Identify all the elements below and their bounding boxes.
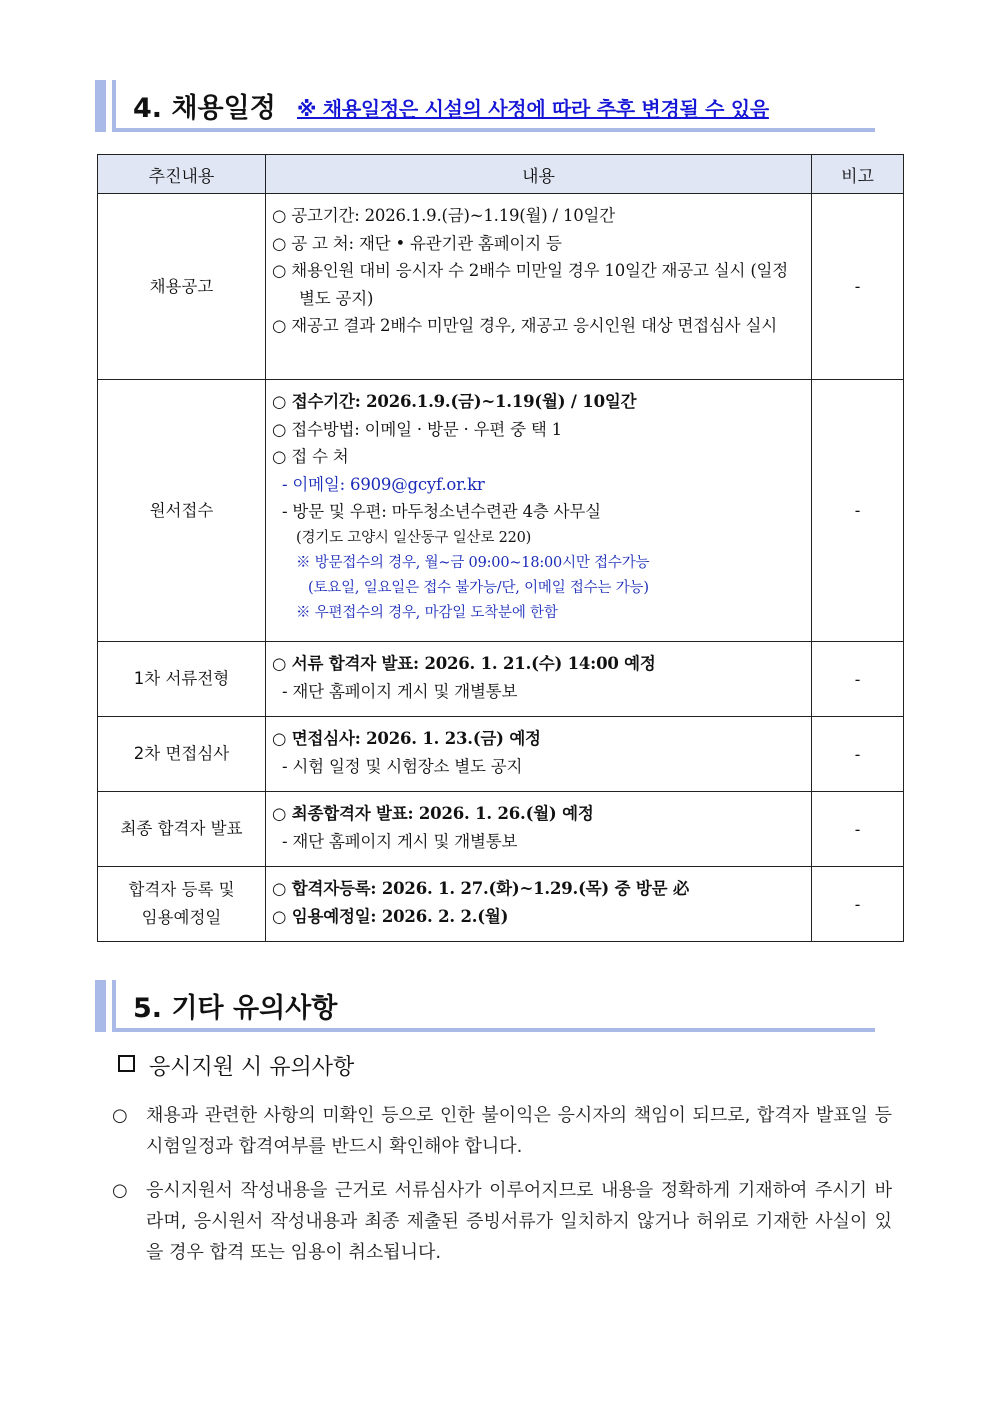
- stage-cell: 1차 서류전형: [98, 642, 266, 717]
- header-accent-bar: [95, 980, 106, 1032]
- column-header-stage: 추진내용: [98, 155, 266, 194]
- content-line: ○ 공고기간: 2026.1.9.(금)~1.19(월) / 10일간: [272, 206, 616, 225]
- stage-line: 합격자 등록 및: [128, 880, 235, 899]
- notice-text: 채용과 관련한 사항의 미확인 등으로 인한 불이익은 응시자의 책임이 되므로, 합격자 발표일 등 시험일정과 합격여부를 반드시 확인해야 합니다.: [146, 1105, 892, 1157]
- content-line: ○ 접수방법: 이메일 · 방문 · 우편 중 택 1: [272, 419, 562, 439]
- header-accent-bar-thin: [112, 980, 116, 1032]
- table-header-row: [98, 155, 904, 194]
- content-line: ○ 접수기간: 2026.1.9.(금)~1.19(월) / 10일간: [272, 392, 637, 411]
- content-line: - 재단 홈페이지 게시 및 개별통보: [282, 831, 518, 851]
- note-cell: -: [812, 792, 904, 867]
- table-row: [98, 792, 904, 867]
- content-line: ○ 접 수 처: [272, 447, 349, 466]
- content-line: - 방문 및 우편: 마두청소년수련관 4층 사무실: [282, 502, 601, 521]
- note-cell: -: [812, 194, 904, 380]
- stage-cell: 2차 면접심사: [98, 717, 266, 792]
- notice-item: [112, 1175, 892, 1268]
- content-line: ※ 우편접수의 경우, 마감일 도착분에 한함: [296, 604, 558, 621]
- schedule-change-note: ※ 채용일정은 시설의 사정에 따라 추후 변경될 수 있음: [297, 97, 769, 121]
- content-line: (경기도 고양시 일산동구 일산로 220): [296, 529, 532, 546]
- table-row: [98, 717, 904, 792]
- section-5-header: [95, 980, 875, 1032]
- content-line: ※ 방문접수의 경우, 월~금 09:00~18:00시만 접수가능: [296, 554, 650, 571]
- notice-text: 응시지원서 작성내용을 근거로 서류심사가 이루어지므로 내용을 정확하게 기재하여 주시기 바라며, 응시원서 작성내용과 최종 제출된 증빙서류가 일치하지 않거나 허위로 기재한 사실이 있을 경우 합격 또는 임용이 취소됩니다.: [146, 1180, 892, 1263]
- content-line: ○ 채용인원 대비 응시자 수 2배수 미만일 경우 10일간 재공고 실시 (일정 별도 공지): [272, 261, 789, 308]
- content-cell: [266, 717, 812, 792]
- table-row: [98, 194, 904, 380]
- content-line: (토요일, 일요일은 접수 불가능/단, 이메일 접수는 가능): [308, 579, 649, 596]
- content-line: ○ 공 고 처: 재단 • 유관기관 홈페이지 등: [272, 233, 562, 253]
- content-line: ○ 재공고 결과 2배수 미만일 경우, 재공고 응시인원 대상 면접심사 실시: [272, 316, 777, 335]
- note-cell: -: [812, 867, 904, 942]
- header-underline: [116, 128, 875, 132]
- content-line: ○ 합격자등록: 2026. 1. 27.(화)~1.29.(목) 중 방문 必: [272, 879, 690, 898]
- column-header-content: 내용: [266, 155, 812, 194]
- section-title: 5. 기타 유의사항: [133, 993, 338, 1024]
- table-row: [98, 642, 904, 717]
- header-underline: [116, 1028, 875, 1032]
- content-cell: [266, 792, 812, 867]
- column-header-note: 비고: [812, 155, 904, 194]
- circle-bullet-icon: ○: [112, 1180, 128, 1201]
- stage-cell: 최종 합격자 발표: [98, 792, 266, 867]
- table-row: [98, 380, 904, 642]
- circle-bullet-icon: ○: [112, 1105, 128, 1126]
- sub-heading: [118, 1050, 354, 1081]
- email-line: - 이메일: 6909@gcyf.or.kr: [282, 474, 485, 494]
- table-row: [98, 867, 904, 942]
- content-line: ○ 임용예정일: 2026. 2. 2.(월): [272, 906, 509, 926]
- content-cell: [266, 867, 812, 942]
- notice-item: [112, 1100, 892, 1162]
- header-accent-bar-thin: [112, 80, 116, 132]
- stage-cell: [98, 867, 266, 942]
- content-line: ○ 최종합격자 발표: 2026. 1. 26.(월) 예정: [272, 804, 594, 823]
- note-cell: -: [812, 380, 904, 642]
- schedule-table: [97, 154, 904, 942]
- section-title: 4. 채용일정: [133, 93, 276, 124]
- content-cell: [266, 642, 812, 717]
- header-accent-bar: [95, 80, 106, 132]
- content-line: - 재단 홈페이지 게시 및 개별통보: [282, 681, 518, 701]
- sub-heading-text: 응시지원 시 유의사항: [149, 1055, 355, 1080]
- content-line: ○ 면접심사: 2026. 1. 23.(금) 예정: [272, 729, 541, 748]
- note-cell: -: [812, 717, 904, 792]
- stage-line: 임용예정일: [141, 908, 222, 927]
- stage-cell: 채용공고: [98, 194, 266, 380]
- content-line: ○ 서류 합격자 발표: 2026. 1. 21.(수) 14:00 예정: [272, 654, 656, 673]
- section-4-header: [95, 80, 875, 132]
- checkbox-square-icon: [118, 1055, 135, 1072]
- note-cell: -: [812, 642, 904, 717]
- content-line: - 시험 일정 및 시험장소 별도 공지: [282, 756, 523, 776]
- content-cell: [266, 194, 812, 380]
- content-cell: [266, 380, 812, 642]
- stage-cell: 원서접수: [98, 380, 266, 642]
